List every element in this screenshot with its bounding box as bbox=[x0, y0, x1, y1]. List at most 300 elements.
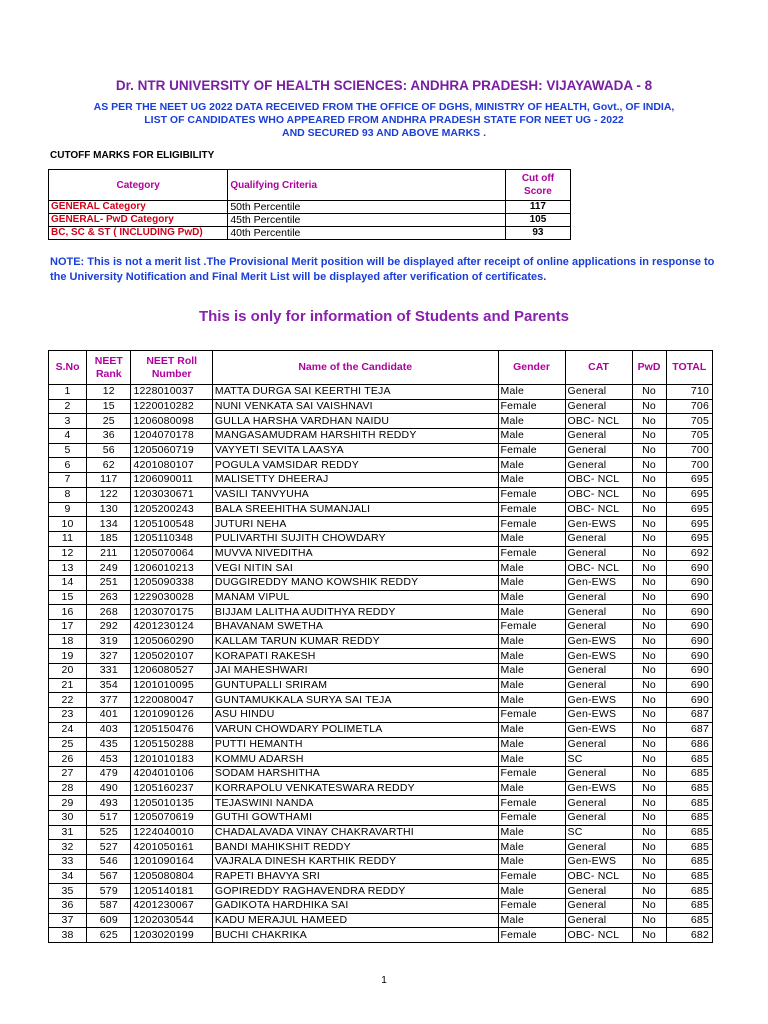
cutoff-category: GENERAL Category bbox=[49, 201, 228, 214]
table-row bbox=[49, 766, 713, 781]
cell-sno: 27 bbox=[49, 766, 87, 781]
table-row bbox=[49, 546, 713, 561]
cell-category: OBC- NCL bbox=[565, 928, 632, 943]
table-row bbox=[49, 752, 713, 767]
cell-candidate-name: KOMMU ADARSH bbox=[212, 752, 498, 767]
cell-sno: 29 bbox=[49, 796, 87, 811]
cell-gender: Male bbox=[498, 913, 565, 928]
cell-roll-number: 1206080098 bbox=[131, 414, 212, 429]
cell-sno: 10 bbox=[49, 517, 87, 532]
cell-candidate-name: PUTTI HEMANTH bbox=[212, 737, 498, 752]
cell-neet-rank: 435 bbox=[87, 737, 131, 752]
cell-neet-rank: 130 bbox=[87, 502, 131, 517]
cell-pwd: No bbox=[632, 502, 666, 517]
cell-neet-rank: 122 bbox=[87, 487, 131, 502]
table-row bbox=[49, 590, 713, 605]
cell-roll-number: 1201010095 bbox=[131, 678, 212, 693]
cell-roll-number: 1204070178 bbox=[131, 429, 212, 444]
table-row bbox=[49, 575, 713, 590]
table-row bbox=[49, 855, 713, 870]
cell-pwd: No bbox=[632, 620, 666, 635]
cell-sno: 33 bbox=[49, 855, 87, 870]
cell-gender: Male bbox=[498, 781, 565, 796]
cell-candidate-name: RAPETI BHAVYA SRI bbox=[212, 869, 498, 884]
cell-gender: Female bbox=[498, 546, 565, 561]
cell-sno: 21 bbox=[49, 678, 87, 693]
cell-category: General bbox=[565, 620, 632, 635]
cell-sno: 9 bbox=[49, 502, 87, 517]
cell-category: SC bbox=[565, 752, 632, 767]
cell-candidate-name: VASILI TANVYUHA bbox=[212, 487, 498, 502]
cell-gender: Female bbox=[498, 810, 565, 825]
cell-candidate-name: JUTURI NEHA bbox=[212, 517, 498, 532]
cell-roll-number: 4201080107 bbox=[131, 458, 212, 473]
cell-total: 695 bbox=[666, 487, 712, 502]
cell-neet-rank: 292 bbox=[87, 620, 131, 635]
cell-neet-rank: 117 bbox=[87, 473, 131, 488]
cell-category: SC bbox=[565, 825, 632, 840]
cell-gender: Female bbox=[498, 620, 565, 635]
cell-gender: Male bbox=[498, 561, 565, 576]
cell-sno: 34 bbox=[49, 869, 87, 884]
cell-roll-number: 1203020199 bbox=[131, 928, 212, 943]
cell-pwd: No bbox=[632, 590, 666, 605]
cell-total: 685 bbox=[666, 825, 712, 840]
cell-total: 690 bbox=[666, 649, 712, 664]
cell-total: 705 bbox=[666, 429, 712, 444]
cell-gender: Female bbox=[498, 708, 565, 723]
cell-neet-rank: 62 bbox=[87, 458, 131, 473]
table-row bbox=[49, 487, 713, 502]
cell-candidate-name: CHADALAVADA VINAY CHAKRAVARTHI bbox=[212, 825, 498, 840]
cell-roll-number: 1205060290 bbox=[131, 634, 212, 649]
header-total: TOTAL bbox=[666, 351, 712, 385]
cell-roll-number: 1205070619 bbox=[131, 810, 212, 825]
cell-sno: 8 bbox=[49, 487, 87, 502]
cell-pwd: No bbox=[632, 899, 666, 914]
cell-gender: Female bbox=[498, 928, 565, 943]
cutoff-row bbox=[49, 227, 571, 240]
cell-gender: Female bbox=[498, 487, 565, 502]
cell-total: 700 bbox=[666, 458, 712, 473]
table-row bbox=[49, 664, 713, 679]
cell-neet-rank: 268 bbox=[87, 605, 131, 620]
cell-total: 687 bbox=[666, 722, 712, 737]
cell-roll-number: 1201090126 bbox=[131, 708, 212, 723]
cell-candidate-name: KORAPATI RAKESH bbox=[212, 649, 498, 664]
cell-roll-number: 1205060719 bbox=[131, 443, 212, 458]
cell-total: 690 bbox=[666, 664, 712, 679]
cell-category: OBC- NCL bbox=[565, 487, 632, 502]
cell-sno: 38 bbox=[49, 928, 87, 943]
cell-category: Gen-EWS bbox=[565, 708, 632, 723]
cell-roll-number: 4204010106 bbox=[131, 766, 212, 781]
cell-sno: 13 bbox=[49, 561, 87, 576]
cell-pwd: No bbox=[632, 664, 666, 679]
cell-gender: Female bbox=[498, 796, 565, 811]
table-row bbox=[49, 443, 713, 458]
cell-roll-number: 1203030671 bbox=[131, 487, 212, 502]
cutoff-table bbox=[48, 169, 571, 240]
cell-pwd: No bbox=[632, 385, 666, 400]
cell-neet-rank: 134 bbox=[87, 517, 131, 532]
cell-total: 687 bbox=[666, 708, 712, 723]
cell-total: 685 bbox=[666, 855, 712, 870]
cell-category: General bbox=[565, 385, 632, 400]
cell-pwd: No bbox=[632, 531, 666, 546]
cell-candidate-name: GUNTAMUKKALA SURYA SAI TEJA bbox=[212, 693, 498, 708]
cell-category: General bbox=[565, 546, 632, 561]
cell-candidate-name: GOPIREDDY RAGHAVENDRA REDDY bbox=[212, 884, 498, 899]
cell-roll-number: 1205080804 bbox=[131, 869, 212, 884]
cell-pwd: No bbox=[632, 722, 666, 737]
cutoff-criteria: 40th Percentile bbox=[228, 227, 506, 240]
cell-pwd: No bbox=[632, 634, 666, 649]
cell-total: 685 bbox=[666, 869, 712, 884]
cell-roll-number: 1205200243 bbox=[131, 502, 212, 517]
cell-gender: Male bbox=[498, 634, 565, 649]
cell-sno: 7 bbox=[49, 473, 87, 488]
cell-total: 710 bbox=[666, 385, 712, 400]
cell-sno: 35 bbox=[49, 884, 87, 899]
cell-gender: Female bbox=[498, 502, 565, 517]
cutoff-header-criteria: Qualifying Criteria bbox=[228, 170, 506, 201]
table-row bbox=[49, 634, 713, 649]
cell-gender: Male bbox=[498, 855, 565, 870]
cell-total: 685 bbox=[666, 899, 712, 914]
cell-pwd: No bbox=[632, 766, 666, 781]
cell-candidate-name: PULIVARTHI SUJITH CHOWDARY bbox=[212, 531, 498, 546]
cell-neet-rank: 609 bbox=[87, 913, 131, 928]
cell-gender: Male bbox=[498, 531, 565, 546]
cell-candidate-name: MALISETTY DHEERAJ bbox=[212, 473, 498, 488]
cell-total: 690 bbox=[666, 620, 712, 635]
cell-neet-rank: 354 bbox=[87, 678, 131, 693]
cell-gender: Male bbox=[498, 575, 565, 590]
cell-sno: 23 bbox=[49, 708, 87, 723]
cell-gender: Male bbox=[498, 722, 565, 737]
cell-candidate-name: BUCHI CHAKRIKA bbox=[212, 928, 498, 943]
cell-candidate-name: ASU HINDU bbox=[212, 708, 498, 723]
cell-candidate-name: GADIKOTA HARDHIKA SAI bbox=[212, 899, 498, 914]
cell-sno: 17 bbox=[49, 620, 87, 635]
info-line: This is only for information of Students and Parents bbox=[198, 308, 570, 325]
cell-total: 682 bbox=[666, 928, 712, 943]
page-number: 1 bbox=[381, 975, 387, 986]
cell-neet-rank: 525 bbox=[87, 825, 131, 840]
cell-pwd: No bbox=[632, 575, 666, 590]
cell-sno: 16 bbox=[49, 605, 87, 620]
cutoff-header-row bbox=[49, 170, 571, 201]
cell-sno: 1 bbox=[49, 385, 87, 400]
cell-roll-number: 1205100548 bbox=[131, 517, 212, 532]
cell-neet-rank: 15 bbox=[87, 399, 131, 414]
cell-gender: Male bbox=[498, 473, 565, 488]
header-pwd: PwD bbox=[632, 351, 666, 385]
cell-candidate-name: NUNI VENKATA SAI VAISHNAVI bbox=[212, 399, 498, 414]
cell-gender: Male bbox=[498, 605, 565, 620]
cell-pwd: No bbox=[632, 561, 666, 576]
cell-total: 685 bbox=[666, 752, 712, 767]
header-roll-number: NEET Roll Number bbox=[131, 351, 212, 385]
cell-sno: 36 bbox=[49, 899, 87, 914]
cell-gender: Male bbox=[498, 590, 565, 605]
cell-candidate-name: JAI MAHESHWARI bbox=[212, 664, 498, 679]
cell-candidate-name: GUTHI GOWTHAMI bbox=[212, 810, 498, 825]
cell-neet-rank: 251 bbox=[87, 575, 131, 590]
cell-neet-rank: 211 bbox=[87, 546, 131, 561]
cell-roll-number: 1205020107 bbox=[131, 649, 212, 664]
cell-roll-number: 1203070175 bbox=[131, 605, 212, 620]
cell-category: General bbox=[565, 899, 632, 914]
subheading-line: AND SECURED 93 AND ABOVE MARKS . bbox=[282, 127, 486, 139]
cell-candidate-name: KADU MERAJUL HAMEED bbox=[212, 913, 498, 928]
cell-sno: 6 bbox=[49, 458, 87, 473]
table-row bbox=[49, 620, 713, 635]
cell-roll-number: 1206090011 bbox=[131, 473, 212, 488]
cell-category: Gen-EWS bbox=[565, 722, 632, 737]
cell-candidate-name: MATTA DURGA SAI KEERTHI TEJA bbox=[212, 385, 498, 400]
cell-pwd: No bbox=[632, 443, 666, 458]
cell-neet-rank: 249 bbox=[87, 561, 131, 576]
table-row bbox=[49, 708, 713, 723]
cell-roll-number: 1202030544 bbox=[131, 913, 212, 928]
cell-category: General bbox=[565, 399, 632, 414]
cell-neet-rank: 401 bbox=[87, 708, 131, 723]
cell-category: General bbox=[565, 678, 632, 693]
cell-category: General bbox=[565, 884, 632, 899]
cell-gender: Male bbox=[498, 664, 565, 679]
cell-category: Gen-EWS bbox=[565, 781, 632, 796]
cell-gender: Male bbox=[498, 737, 565, 752]
cell-neet-rank: 493 bbox=[87, 796, 131, 811]
cell-roll-number: 1206080527 bbox=[131, 664, 212, 679]
cell-category: General bbox=[565, 429, 632, 444]
cell-gender: Male bbox=[498, 429, 565, 444]
table-row bbox=[49, 899, 713, 914]
cell-candidate-name: VAYYETI SEVITA LAASYA bbox=[212, 443, 498, 458]
cell-sno: 30 bbox=[49, 810, 87, 825]
cell-total: 690 bbox=[666, 605, 712, 620]
cell-roll-number: 1206010213 bbox=[131, 561, 212, 576]
cell-gender: Female bbox=[498, 517, 565, 532]
cell-pwd: No bbox=[632, 487, 666, 502]
subheading-line: AS PER THE NEET UG 2022 DATA RECEIVED FROM THE OFFICE OF DGHS, MINISTRY OF HEALTH, Govt., OF INDIA, bbox=[93, 101, 675, 113]
table-row bbox=[49, 414, 713, 429]
header-candidate-name: Name of the Candidate bbox=[212, 351, 498, 385]
cell-roll-number: 1228010037 bbox=[131, 385, 212, 400]
cell-gender: Male bbox=[498, 385, 565, 400]
cell-candidate-name: VARUN CHOWDARY POLIMETLA bbox=[212, 722, 498, 737]
table-row bbox=[49, 913, 713, 928]
merit-header-row bbox=[49, 351, 713, 385]
cell-neet-rank: 403 bbox=[87, 722, 131, 737]
table-row bbox=[49, 561, 713, 576]
table-row bbox=[49, 737, 713, 752]
cutoff-row bbox=[49, 214, 571, 227]
cell-total: 692 bbox=[666, 546, 712, 561]
cell-sno: 4 bbox=[49, 429, 87, 444]
cell-roll-number: 1205010135 bbox=[131, 796, 212, 811]
header-neet-rank: NEET Rank bbox=[87, 351, 131, 385]
cell-gender: Female bbox=[498, 766, 565, 781]
cell-neet-rank: 319 bbox=[87, 634, 131, 649]
cutoff-criteria: 45th Percentile bbox=[228, 214, 506, 227]
cell-neet-rank: 567 bbox=[87, 869, 131, 884]
cell-total: 685 bbox=[666, 913, 712, 928]
cell-sno: 19 bbox=[49, 649, 87, 664]
cell-total: 690 bbox=[666, 590, 712, 605]
cell-total: 690 bbox=[666, 693, 712, 708]
cell-gender: Female bbox=[498, 899, 565, 914]
cell-gender: Male bbox=[498, 840, 565, 855]
table-row bbox=[49, 605, 713, 620]
cell-total: 695 bbox=[666, 531, 712, 546]
table-row bbox=[49, 429, 713, 444]
table-row bbox=[49, 928, 713, 943]
cell-pwd: No bbox=[632, 693, 666, 708]
cell-pwd: No bbox=[632, 546, 666, 561]
cell-roll-number: 1205140181 bbox=[131, 884, 212, 899]
cell-pwd: No bbox=[632, 781, 666, 796]
cell-pwd: No bbox=[632, 517, 666, 532]
cell-pwd: No bbox=[632, 605, 666, 620]
cell-gender: Female bbox=[498, 443, 565, 458]
cell-neet-rank: 377 bbox=[87, 693, 131, 708]
header-category: CAT bbox=[565, 351, 632, 385]
cell-total: 685 bbox=[666, 781, 712, 796]
cell-total: 685 bbox=[666, 884, 712, 899]
cell-sno: 12 bbox=[49, 546, 87, 561]
merit-body bbox=[49, 385, 713, 943]
cell-sno: 18 bbox=[49, 634, 87, 649]
cell-roll-number: 1224040010 bbox=[131, 825, 212, 840]
header-gender: Gender bbox=[498, 351, 565, 385]
cell-category: General bbox=[565, 913, 632, 928]
cell-pwd: No bbox=[632, 649, 666, 664]
cell-neet-rank: 579 bbox=[87, 884, 131, 899]
cell-category: General bbox=[565, 796, 632, 811]
cell-neet-rank: 36 bbox=[87, 429, 131, 444]
subheading-line: LIST OF CANDIDATES WHO APPEARED FROM ANDHRA PRADESH STATE FOR NEET UG - 2022 bbox=[144, 114, 624, 126]
table-row bbox=[49, 517, 713, 532]
cutoff-score: 105 bbox=[505, 214, 570, 227]
cell-candidate-name: BALA SREEHITHA SUMANJALI bbox=[212, 502, 498, 517]
cell-total: 690 bbox=[666, 575, 712, 590]
cell-neet-rank: 490 bbox=[87, 781, 131, 796]
cell-candidate-name: BIJJAM LALITHA AUDITHYA REDDY bbox=[212, 605, 498, 620]
cell-roll-number: 4201230067 bbox=[131, 899, 212, 914]
cell-candidate-name: KORRAPOLU VENKATESWARA REDDY bbox=[212, 781, 498, 796]
table-row bbox=[49, 810, 713, 825]
cell-pwd: No bbox=[632, 869, 666, 884]
table-row bbox=[49, 678, 713, 693]
cell-category: General bbox=[565, 531, 632, 546]
cutoff-criteria: 50th Percentile bbox=[228, 201, 506, 214]
cell-pwd: No bbox=[632, 414, 666, 429]
cell-candidate-name: BHAVANAM SWETHA bbox=[212, 620, 498, 635]
cell-neet-rank: 527 bbox=[87, 840, 131, 855]
cell-neet-rank: 327 bbox=[87, 649, 131, 664]
cell-total: 706 bbox=[666, 399, 712, 414]
cell-category: Gen-EWS bbox=[565, 693, 632, 708]
table-row bbox=[49, 473, 713, 488]
document-title: Dr. NTR UNIVERSITY OF HEALTH SCIENCES: ANDHRA PRADESH: VIJAYAWADA - 8 bbox=[115, 78, 653, 93]
cell-sno: 25 bbox=[49, 737, 87, 752]
cell-pwd: No bbox=[632, 884, 666, 899]
cell-sno: 15 bbox=[49, 590, 87, 605]
cell-sno: 11 bbox=[49, 531, 87, 546]
merit-table bbox=[48, 350, 713, 943]
cell-gender: Male bbox=[498, 649, 565, 664]
cell-gender: Male bbox=[498, 752, 565, 767]
cell-gender: Female bbox=[498, 399, 565, 414]
cutoff-row bbox=[49, 201, 571, 214]
cell-neet-rank: 587 bbox=[87, 899, 131, 914]
table-row bbox=[49, 649, 713, 664]
table-row bbox=[49, 840, 713, 855]
cutoff-score: 117 bbox=[505, 201, 570, 214]
cell-candidate-name: TEJASWINI NANDA bbox=[212, 796, 498, 811]
cell-pwd: No bbox=[632, 399, 666, 414]
table-row bbox=[49, 399, 713, 414]
cell-total: 685 bbox=[666, 840, 712, 855]
cell-category: General bbox=[565, 840, 632, 855]
cell-pwd: No bbox=[632, 678, 666, 693]
cell-total: 690 bbox=[666, 634, 712, 649]
cell-roll-number: 1205090338 bbox=[131, 575, 212, 590]
cell-gender: Male bbox=[498, 884, 565, 899]
cell-neet-rank: 25 bbox=[87, 414, 131, 429]
cell-total: 690 bbox=[666, 678, 712, 693]
table-row bbox=[49, 531, 713, 546]
cell-roll-number: 1205160237 bbox=[131, 781, 212, 796]
cell-roll-number: 1220080047 bbox=[131, 693, 212, 708]
cell-neet-rank: 12 bbox=[87, 385, 131, 400]
cell-category: Gen-EWS bbox=[565, 649, 632, 664]
cell-pwd: No bbox=[632, 752, 666, 767]
cell-neet-rank: 625 bbox=[87, 928, 131, 943]
cell-category: General bbox=[565, 443, 632, 458]
cell-roll-number: 1205110348 bbox=[131, 531, 212, 546]
cell-gender: Male bbox=[498, 693, 565, 708]
cutoff-header-score: Cut off Score bbox=[505, 170, 570, 201]
cell-pwd: No bbox=[632, 473, 666, 488]
cell-roll-number: 1201090164 bbox=[131, 855, 212, 870]
cell-neet-rank: 185 bbox=[87, 531, 131, 546]
cell-category: General bbox=[565, 590, 632, 605]
subheading bbox=[0, 101, 768, 140]
cell-candidate-name: VEGI NITIN SAI bbox=[212, 561, 498, 576]
cell-gender: Male bbox=[498, 458, 565, 473]
cell-sno: 24 bbox=[49, 722, 87, 737]
cell-neet-rank: 56 bbox=[87, 443, 131, 458]
table-row bbox=[49, 385, 713, 400]
notice-text: NOTE: This is not a merit list .The Provisional Merit position will be displayed after receipt of online applications in response to the University Notification and Final Merit List will be displayed after verification of certificates. bbox=[50, 256, 715, 283]
cell-category: OBC- NCL bbox=[565, 869, 632, 884]
cell-roll-number: 1229030028 bbox=[131, 590, 212, 605]
table-row bbox=[49, 781, 713, 796]
cutoff-score: 93 bbox=[505, 227, 570, 240]
cell-pwd: No bbox=[632, 810, 666, 825]
cell-category: General bbox=[565, 664, 632, 679]
cell-candidate-name: GUNTUPALLI SRIRAM bbox=[212, 678, 498, 693]
cell-sno: 3 bbox=[49, 414, 87, 429]
cell-category: OBC- NCL bbox=[565, 502, 632, 517]
cell-sno: 32 bbox=[49, 840, 87, 855]
cell-category: General bbox=[565, 737, 632, 752]
cell-roll-number: 1220010282 bbox=[131, 399, 212, 414]
